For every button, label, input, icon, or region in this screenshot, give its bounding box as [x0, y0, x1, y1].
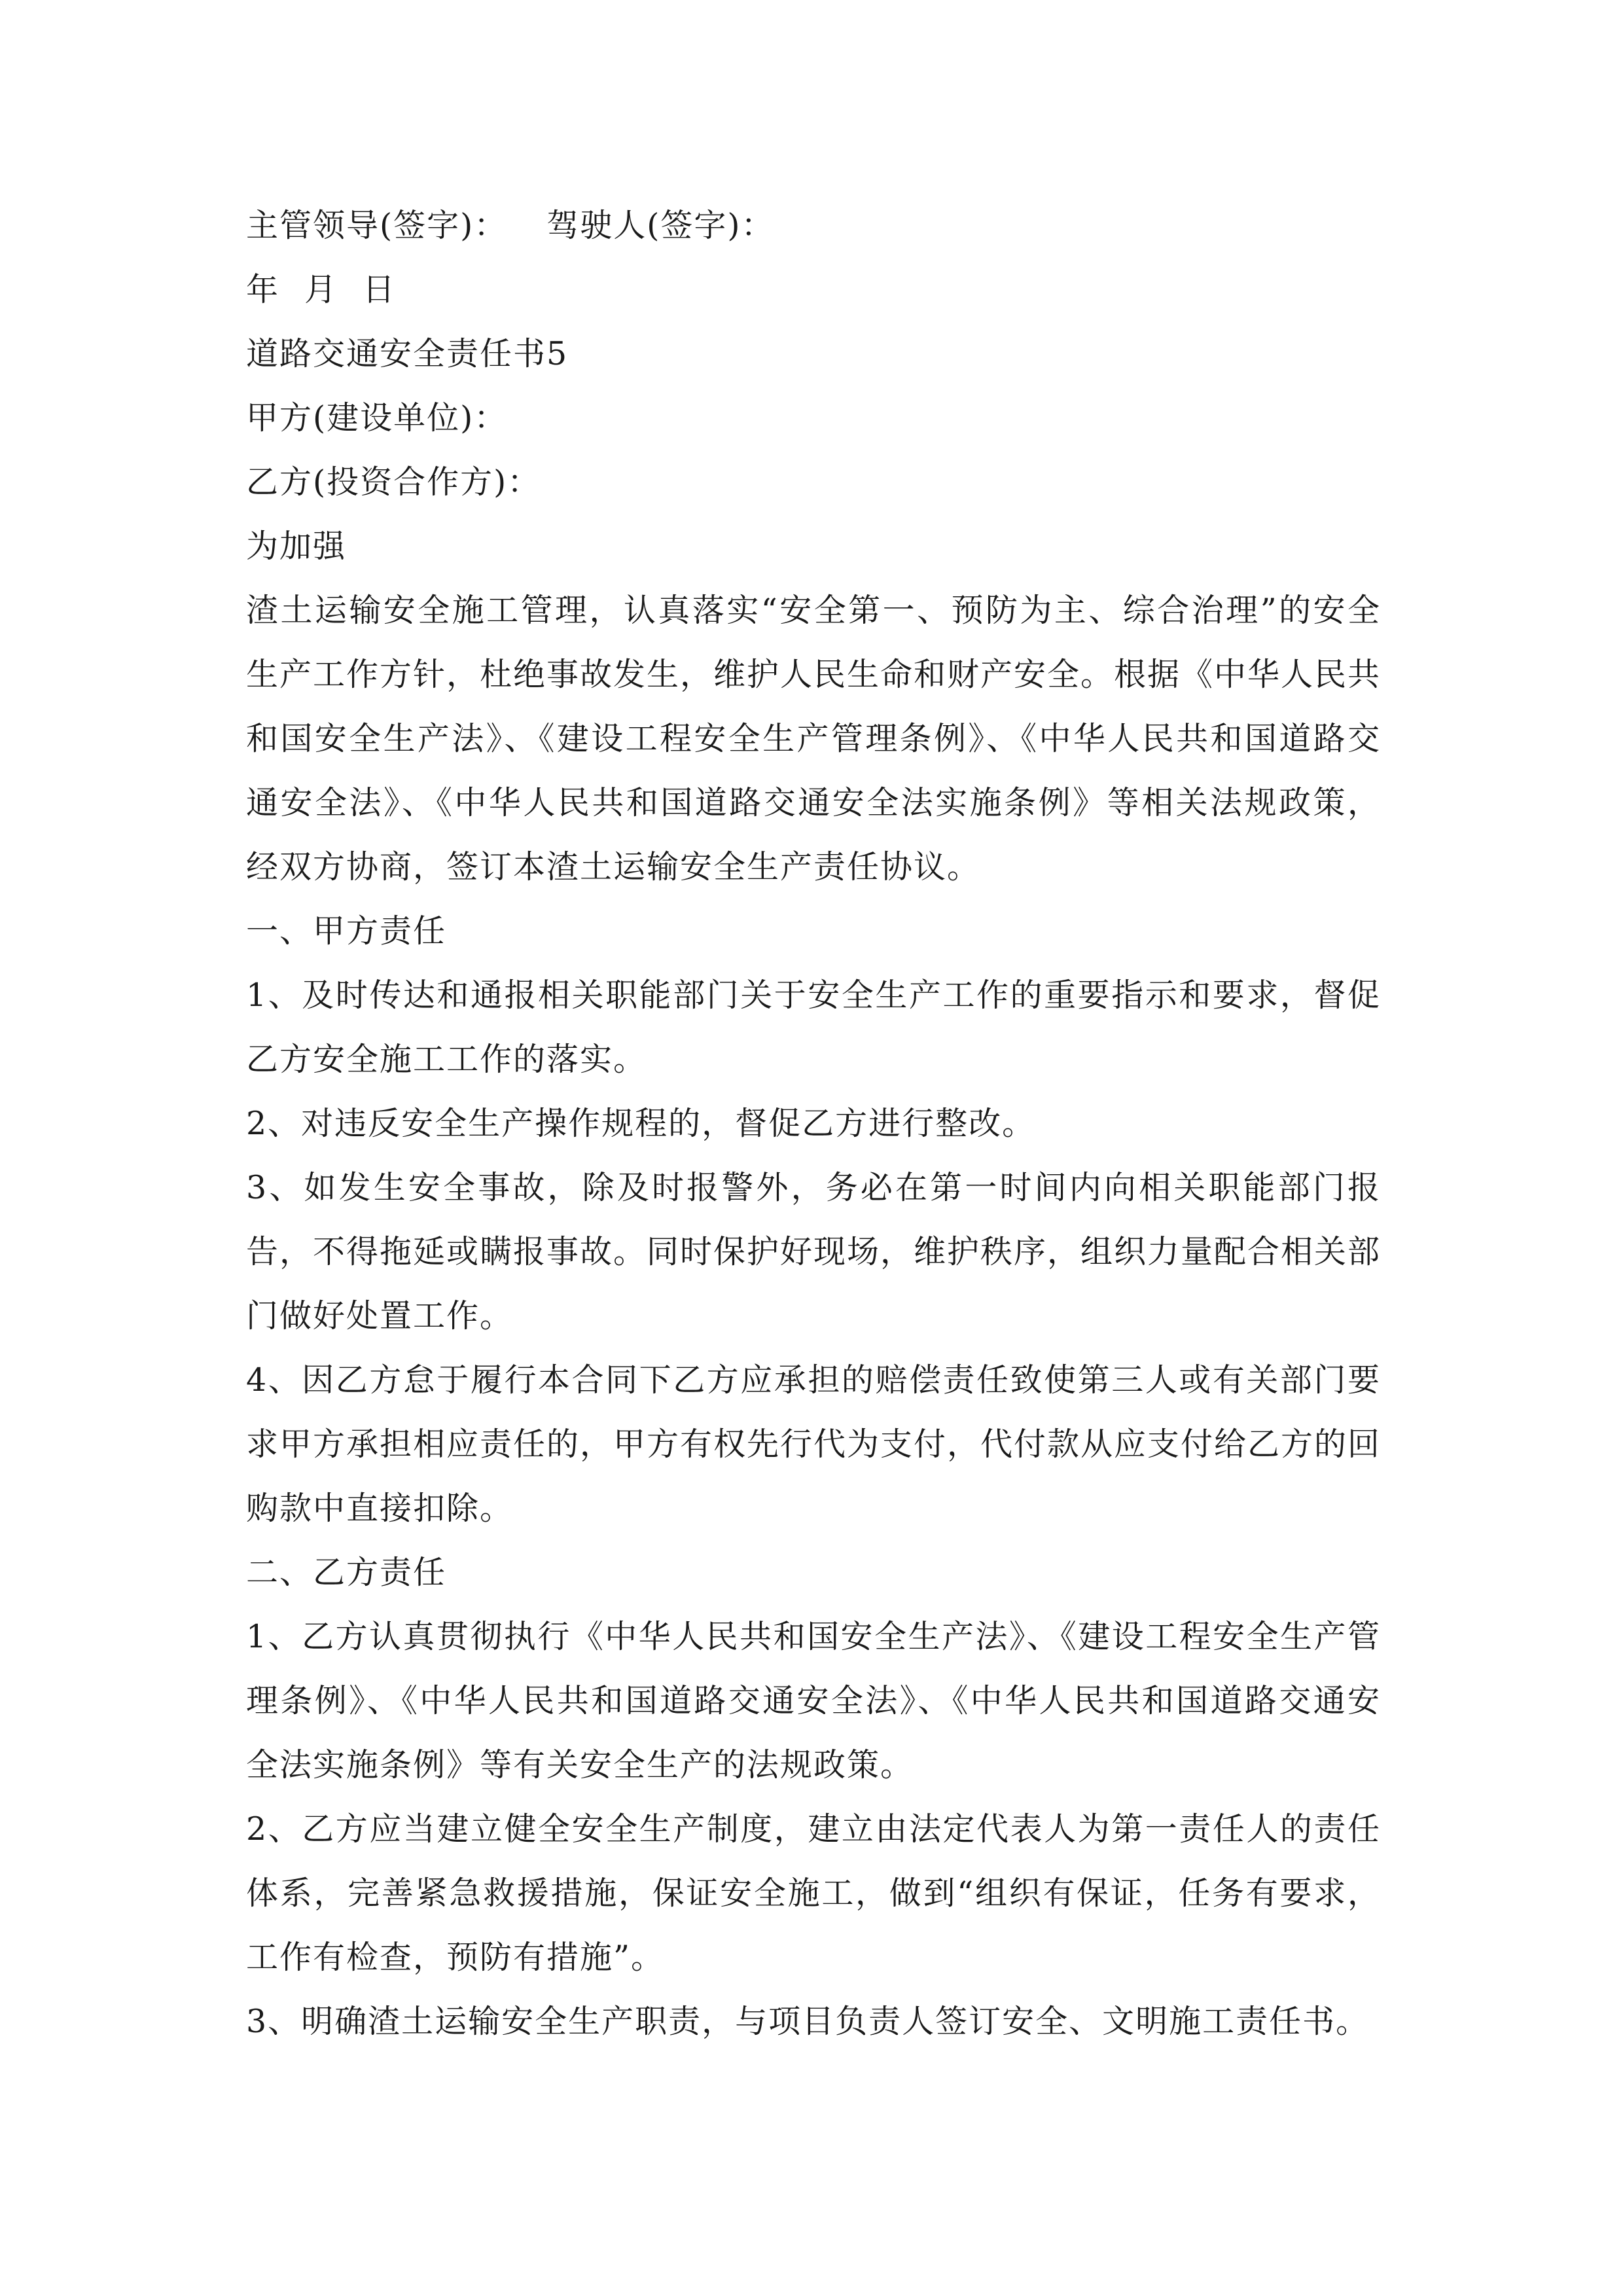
section-a-item-4: 4、因乙方怠于履行本合同下乙方应承担的赔偿责任致使第三人或有关部门要求甲方承担相应责任的，甲方有权先行代为支付，代付款从应支付给乙方的回购款中直接扣除。: [246, 1361, 1382, 1527]
party-a-line: 甲方(建设单位)：: [246, 399, 508, 437]
section-b-heading: 二、乙方责任: [246, 1554, 447, 1591]
date-line: [246, 258, 1381, 322]
section-b-item-1: 1、乙方认真贯彻执行《中华人民共和国安全生产法》、《建设工程安全生产管理条例》、《中华人民共和国道路交通安全法》、《中华人民共和国道路交通安全法实施条例》等有关安全生产的法规政策。: [246, 1618, 1381, 1784]
date-year: 年: [246, 271, 280, 308]
driver-signature-label: 驾驶人(签字)：: [546, 207, 775, 244]
party-b-line: 乙方(投资合作方)：: [246, 463, 541, 501]
date-month: 月: [304, 271, 338, 308]
document-title: 道路交通安全责任书5: [246, 335, 569, 372]
section-a-item-3: 3、如发生安全事故，除及时报警外，务必在第一时间内向相关职能部门报告，不得拖延或瞒报事故。同时保护好现场，维护秩序，组织力量配合相关部门做好处置工作。: [246, 1169, 1382, 1335]
document-page: [246, 194, 1381, 2054]
signature-line: [246, 194, 1381, 258]
intro-start: 为加强: [246, 528, 347, 565]
intro-paragraph: 渣土运输安全施工管理，认真落实“安全第一、预防为主、综合治理”的安全生产工作方针，杜绝事故发生，维护人民生命和财产安全。根据《中华人民共和国安全生产法》、《建设工程安全生产管理条例》、《中华人民共和国道路交通安全法》、《中华人民共和国道路交通安全法实施条例》等相关法规政策，经双方协商，签订本渣土运输安全生产责任协议。: [246, 592, 1382, 886]
section-a-heading: 一、甲方责任: [246, 912, 447, 950]
date-day: 日: [363, 271, 397, 308]
section-b-item-2: 2、乙方应当建立健全安全生产制度，建立由法定代表人为第一责任人的责任体系，完善紧急救援措施，保证安全施工，做到“组织有保证，任务有要求，工作有检查，预防有措施”。: [246, 1810, 1381, 1976]
leader-signature-label: 主管领导(签字)：: [246, 207, 508, 244]
section-a-item-2: 2、对违反安全生产操作规程的，督促乙方进行整改。: [246, 1105, 1036, 1142]
section-a-item-1: 1、及时传达和通报相关职能部门关于安全生产工作的重要指示和要求，督促乙方安全施工工作的落实。: [246, 977, 1381, 1078]
section-b-item-3: 3、明确渣土运输安全生产职责，与项目负责人签订安全、文明施工责任书。: [246, 2003, 1370, 2040]
